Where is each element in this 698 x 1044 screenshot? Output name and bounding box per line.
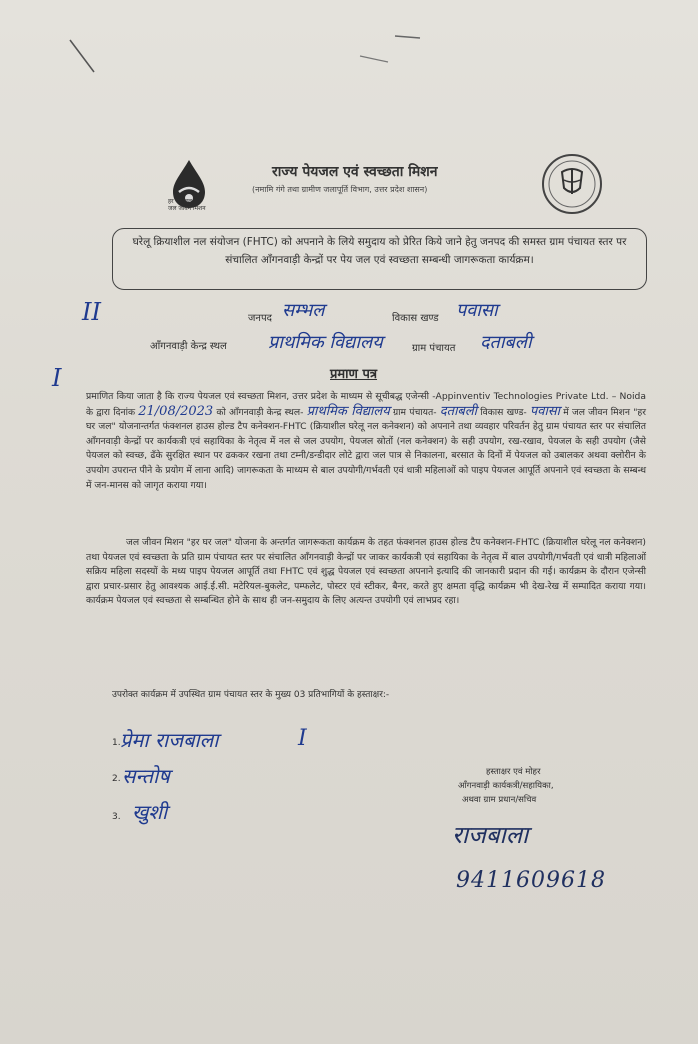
para1-text-e: में जल जीवन मिशन "हर घर जल" योजनान्तर्गत फंक्शनल हाउस होल्ड टैप कनेक्शन-FHTC (क्रियाशील घरेलू नल कनेक्शन) को अपनाने तथा व्यवहार परिवर्तन हेतु ग्राम पंचायत स्तर पर संचालित आँगनवाड़ी केन्द्रों पर कार्यकत्री एवं सहायिका के नेतृत्व में नल से जल उपयोग, पेयजल स्रोतों (नल कनेक्शन) के सही उपयोग, रख-रखाव, पेयजल के सही उपयोग (जैसे पेयजल को स्वच्छ, ढँके सुरक्षित स्थान पर ढककर रखना तथा टम्नी/डन्डीदार लोटे द्वारा जल पात्र से निकालना, बरसात के दिनों में पेयजल को उबालकर अथवा क्लोरीन के उपयोग उपरान्त पीने के प्रयोग में लाना आदि) जागरूकता के माध्यम से बाल उपयोगी/गर्भवती एवं धात्री महिलाओं को पाइप पेयजल आपूर्ति अपनाने एवं स्वच्छता के सम्बन्ध में जन-मानस को जागृत कराया गया। [86, 406, 647, 491]
margin-mark-i: I [52, 364, 62, 392]
para1-text-c: ग्राम पंचायत- [392, 406, 437, 418]
program-date: 21/08/2023 [138, 403, 214, 419]
up-government-emblem [540, 152, 604, 216]
para1-text-a: प्रमाणित किया जाता है कि राज्य पेयजल एवं स्वच्छता मिशन, उत्तर प्रदेश के माध्यम से सूचीबद्ध एजेन्सी -Appinventiv Technologies Private Ltd. – Noida के द्वारा दिनांक [86, 391, 646, 418]
official-signature: राजबाला [452, 821, 529, 849]
participant-3-signature: खुशी [132, 800, 168, 824]
participant-1-number: 1. [112, 738, 121, 748]
janpad-value: सम्भल [282, 300, 325, 321]
participant-2-number: 2. [112, 774, 121, 784]
anganwadi-label: आँगनवाड़ी केन्द्र स्थल [150, 341, 227, 352]
gram-panchayat-value: दताबली [480, 332, 532, 353]
janpad-label: जनपद [248, 313, 272, 324]
vikas-khand-label: विकास खण्ड [392, 313, 439, 324]
para1-text-d: विकास खण्ड- [480, 406, 527, 418]
banner-text: घरेलू क्रियाशील नल संयोजन (FHTC) को अपनाने के लिये समुदाय को प्रेरित किये जाने हेतु जनपद की समस्त ग्राम पंचायत स्तर पर संचालित आँगनवाड़ी केन्द्रों पर पेय जल एवं स्वच्छता सम्बन्धी जागरूकता कार्यक्रम। [132, 236, 627, 266]
pradhan-secretary-label: अथवा ग्राम प्रधान/सचिव [462, 795, 537, 805]
participants-intro: उपरोक्त कार्यक्रम में उपस्थित ग्राम पंचायत स्तर के मुख्य 03 प्रतिभागियों के हस्ताक्षर:- [112, 690, 390, 700]
logo-left-caption: हर घर जल जल जीवन मिशन [168, 198, 206, 212]
margin-mark-ii: II [82, 298, 101, 326]
paper-scratch-marks [60, 30, 680, 110]
program-banner [112, 228, 647, 290]
participant-1-mark: I [298, 726, 307, 751]
mission-title: राज्य पेयजल एवं स्वच्छता मिशन [272, 164, 438, 180]
anganwadi-value: प्राथमिक विद्यालय [268, 332, 383, 353]
mission-subtitle: (नमामि गंगे तथा ग्रामीण जलापूर्ति विभाग, उत्तर प्रदेश शासन) [252, 185, 428, 194]
site-value: प्राथमिक विद्यालय [306, 403, 390, 419]
para1-text-b: को आँगनवाड़ी केन्द्र स्थल- [216, 406, 304, 418]
anganwadi-worker-label: आँगनवाड़ी कार्यकत्री/सहायिका, [458, 781, 554, 791]
participant-1-signature: प्रेमा राजबाला [120, 728, 219, 752]
participant-2-signature: सन्तोष [122, 764, 170, 788]
certificate-paragraph-2: जल जीवन मिशन "हर घर जल" योजना के अन्तर्गत जागरूकता कार्यक्रम के तहत फंक्शनल हाउस होल्ड टैप कनेक्शन-FHTC (क्रियाशील घरेलू नल कनेक्शन) तथा पेयजल एवं स्वच्छता के प्रति ग्राम पंचायत स्तर पर संचालित आँगनवाड़ी केन्द्रों पर जाकर कार्यकत्री एवं सहायिका के नेतृत्व में बाल उपयोगी/गर्भवती एवं धात्री महिलाओं सक्रिय महिला सदस्यों के मध्य पाइप पेयजल आपूर्ति तथा FHTC एवं शुद्ध पेयजल एवं स्वच्छता अपनाने इत्यादि की जानकारी प्रदान की गई। कार्यक्रम के दौरान एजेन्सी द्वारा प्रचार-प्रसार हेतु आवश्यक आई.ई.सी. मटेरियल-बुकलेट, पम्फलेट, पोस्टर एवं स्टीकर, बैनर, करते हुए क्षमता वृद्धि कार्यक्रम भी देख-रेख में सम्पादित कराया गया। कार्यक्रम पेयजल एवं स्वच्छता से सम्बन्धित होने के साथ ही जन-समुदाय के लिए अत्यन्त उपयोगी एवं लाभप्रद रहा। [86, 537, 646, 607]
official-phone: 9411609618 [456, 868, 606, 893]
participant-3-number: 3. [112, 812, 121, 822]
certificate-title: प्रमाण पत्र [330, 367, 378, 382]
certificate-paragraph-1 [86, 390, 646, 493]
sign-stamp-label: हस्ताक्षर एवं मोहर [486, 767, 541, 777]
vikas-khand-value: पवासा [456, 300, 498, 321]
vk-value: पवासा [529, 403, 561, 419]
gram-panchayat-label: ग्राम पंचायत [412, 343, 456, 354]
gp-value: दताबली [439, 403, 478, 419]
